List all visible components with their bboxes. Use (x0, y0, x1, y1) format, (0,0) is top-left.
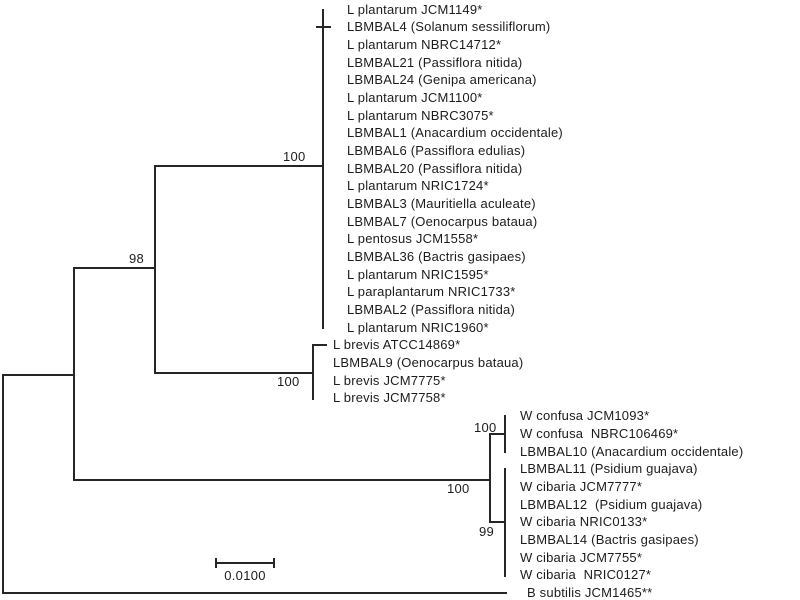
leaf-label: W cibaria JCM7777* (520, 479, 643, 494)
leaf-label: L plantarum NRIC1724* (347, 178, 489, 193)
bootstrap-plantarum-clade: 100 (283, 149, 306, 164)
leaf-label: B subtilis JCM1465** (527, 585, 653, 600)
bootstrap-weissella-clade: 100 (447, 481, 470, 496)
lactobacillus-node-branch (73, 267, 156, 269)
bootstrap-brevis-clade: 100 (277, 374, 300, 389)
leaf-label: W cibaria NRIC0127* (520, 567, 652, 582)
scale-bar-right-tick (273, 558, 275, 568)
leaf-label: L plantarum NRIC1595* (347, 267, 489, 282)
plantarum-clade-vertical (322, 9, 324, 329)
leaf-label: L plantarum JCM1149* (347, 2, 483, 17)
leaf-label: L plantarum NRIC1960* (347, 320, 489, 335)
lactobacillus-node-vertical (154, 165, 156, 374)
leaf-label: LBMBAL7 (Oenocarpus bataua) (347, 214, 538, 229)
brevis-leaf-tick (312, 344, 327, 346)
leaf-label: LBMBAL21 (Passiflora nitida) (347, 55, 523, 70)
leaf-label: LBMBAL24 (Genipa americana) (347, 72, 537, 87)
leaf-label: L brevis JCM7758* (333, 390, 446, 405)
cibaria-clade-tick (489, 521, 506, 523)
leaf-label: LBMBAL2 (Passiflora nitida) (347, 302, 515, 317)
leaf-label: L plantarum NBRC14712* (347, 37, 502, 52)
leaf-label: LBMBAL11 (Psidium guajava) (520, 461, 698, 476)
bootstrap-main-lactobacillus: 98 (129, 251, 145, 266)
outgroup-branch (2, 592, 507, 594)
leaf-label: L plantarum JCM1100* (347, 90, 483, 105)
scale-bar-label: 0.0100 (224, 568, 266, 583)
scale-bar-left-tick (215, 558, 217, 568)
leaf-label: W cibaria JCM7755* (520, 550, 643, 565)
leaf-label: L pentosus JCM1558* (347, 231, 479, 246)
plantarum-clade-branch (154, 165, 324, 167)
bootstrap-confusa-clade: 100 (474, 420, 497, 435)
leaf-label: L plantarum NBRC3075* (347, 108, 494, 123)
leaf-label: W confusa NBRC106469* (520, 426, 679, 441)
leaf-label: LBMBAL1 (Anacardium occidentale) (347, 125, 563, 140)
root-vertical (2, 374, 4, 594)
scale-bar-line (215, 562, 275, 564)
leaf-label: LBMBAL10 (Anacardium occidentale) (520, 444, 744, 459)
leaf-label: L brevis JCM7775* (333, 373, 446, 388)
leaf-label: L brevis ATCC14869* (333, 337, 461, 352)
leaf-label: L paraplantarum NRIC1733* (347, 284, 516, 299)
lbmbal4-leaf-tick (316, 26, 331, 28)
weissella-node-vertical (489, 433, 491, 523)
root-upper-branch (2, 374, 75, 376)
leaf-label: LBMBAL4 (Solanum sessiliflorum) (347, 19, 551, 34)
bootstrap-cibaria-clade: 99 (479, 524, 495, 539)
leaf-label: LBMBAL9 (Oenocarpus bataua) (333, 355, 524, 370)
leaf-label: LBMBAL36 (Bactris gasipaes) (347, 249, 526, 264)
leaf-label: LBMBAL20 (Passiflora nitida) (347, 161, 523, 176)
leaf-label: LBMBAL14 (Bactris gasipaes) (520, 532, 699, 547)
weissella-clade-branch (73, 479, 491, 481)
leaf-label: W cibaria NRIC0133* (520, 514, 648, 529)
leaf-label: W confusa JCM1093* (520, 408, 650, 423)
leaf-label: LBMBAL3 (Mauritiella aculeate) (347, 196, 536, 211)
leaf-label: LBMBAL12 (Psidium guajava) (520, 497, 703, 512)
leaf-label: LBMBAL6 (Passiflora edulias) (347, 143, 526, 158)
